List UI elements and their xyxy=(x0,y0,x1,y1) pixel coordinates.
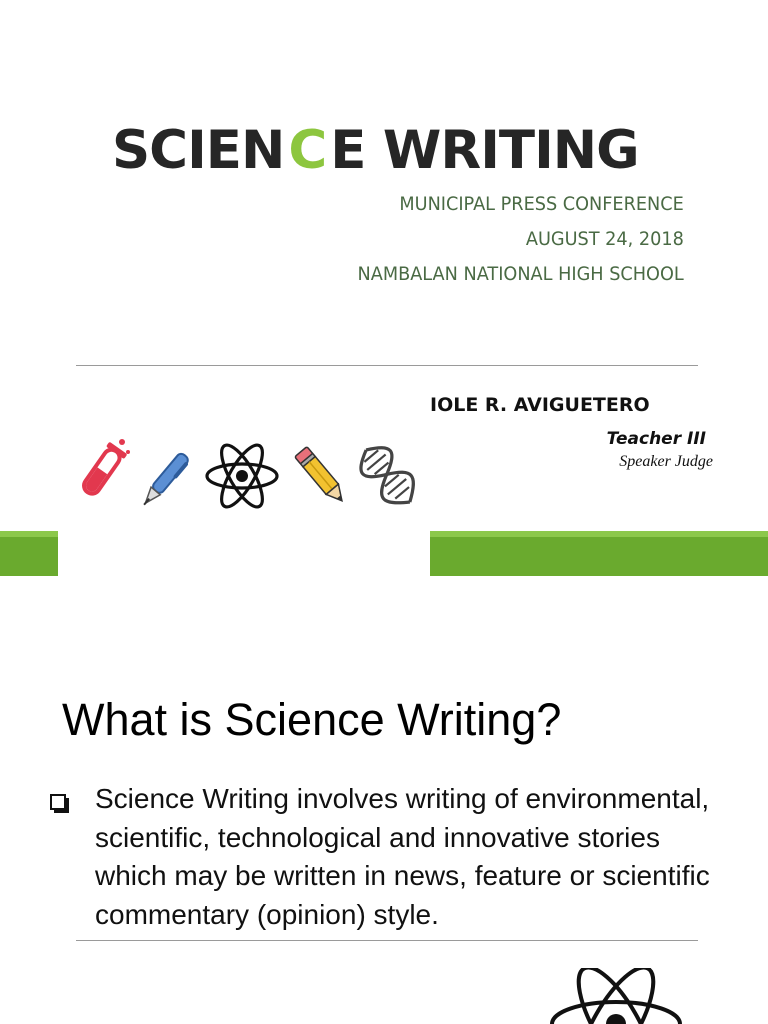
divider-line xyxy=(76,940,698,941)
bullet-text: Science Writing involves writing of environmental, scientific, technological and innovative stories which may be written in news, feature or scientific commentary (opinion) style. xyxy=(95,783,710,930)
test-tube-icon xyxy=(72,436,136,508)
subtitle-event: MUNICIPAL PRESS CONFERENCE xyxy=(399,193,684,215)
subtitle-venue: NAMBALAN NATIONAL HIGH SCHOOL xyxy=(357,263,684,285)
title-part-2: E WRITING xyxy=(330,120,639,181)
dna-icon xyxy=(354,440,422,512)
atom-icon xyxy=(204,442,280,510)
atom-icon xyxy=(546,968,686,1024)
divider-line xyxy=(76,365,698,366)
science-icons-panel xyxy=(58,372,430,576)
bullet-checkbox-icon xyxy=(50,794,66,810)
title-part-1: SCIEN xyxy=(112,120,285,181)
pencil-icon xyxy=(290,442,354,512)
speaker-title: Speaker Judge xyxy=(619,453,713,470)
title-accent-letter: C xyxy=(288,120,327,181)
subtitle-date: AUGUST 24, 2018 xyxy=(526,228,684,250)
slide-title xyxy=(112,120,639,181)
speaker-name: IOLE R. AVIGUETERO xyxy=(430,394,650,416)
slide-heading: What is Science Writing? xyxy=(62,694,562,745)
pen-icon xyxy=(132,446,196,516)
speaker-role: Teacher III xyxy=(606,429,706,449)
content-slide xyxy=(0,576,768,1024)
